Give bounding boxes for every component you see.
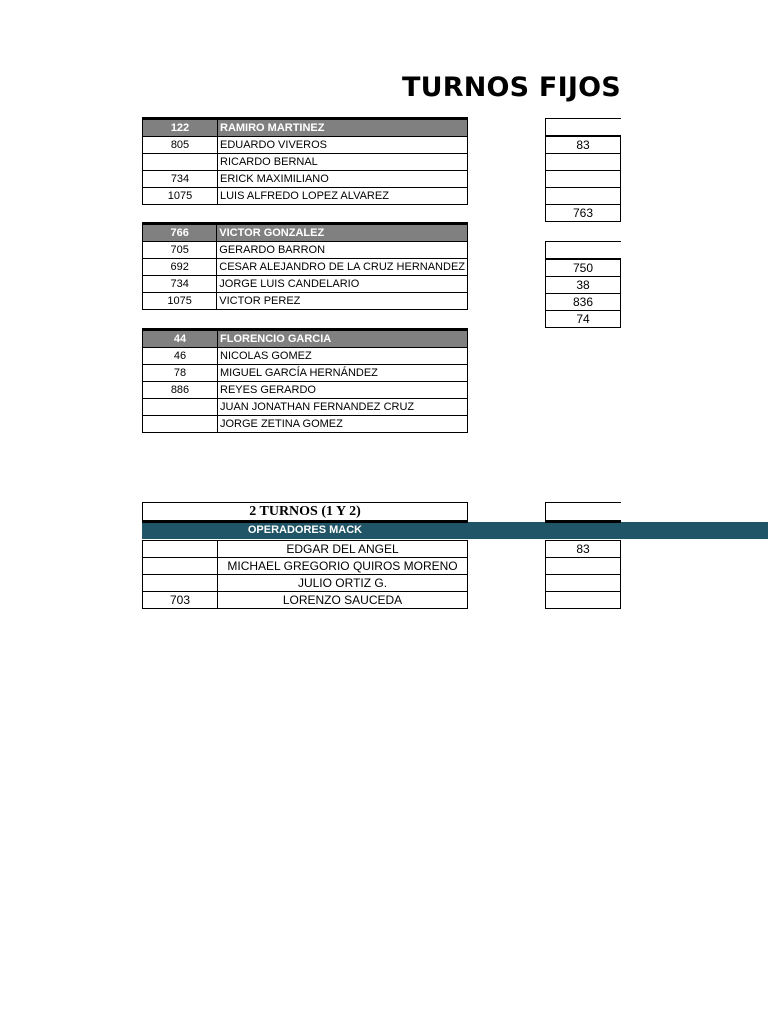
side-cell	[545, 592, 621, 609]
side-cell	[545, 188, 621, 205]
side-cell: 83	[545, 136, 621, 154]
row-number	[143, 399, 218, 416]
header-number: 122	[143, 119, 218, 137]
group-table-2	[142, 222, 468, 310]
side-cell	[545, 575, 621, 592]
group-header-row	[143, 224, 468, 242]
table-row	[143, 416, 468, 433]
row-number: 703	[143, 592, 218, 609]
row-number: 46	[143, 348, 218, 365]
row-name: EDGAR DEL ANGEL	[218, 541, 468, 558]
side-cell: 83	[545, 540, 621, 558]
table-row	[143, 154, 468, 171]
row-name: GERARDO BARRON	[217, 242, 468, 259]
side-cell	[545, 502, 621, 523]
row-number: 1075	[143, 188, 218, 205]
header-name: FLORENCIO GARCIA	[218, 330, 468, 348]
group-table-3	[142, 328, 468, 433]
table-row	[143, 399, 468, 416]
side-cell: 750	[545, 259, 621, 277]
row-number: 734	[143, 171, 218, 188]
table-row	[143, 259, 468, 276]
row-name: MICHAEL GREGORIO QUIROS MORENO	[218, 558, 468, 575]
row-number	[143, 154, 218, 171]
table-row	[143, 348, 468, 365]
side-column-2	[545, 241, 621, 328]
table-row	[143, 382, 468, 399]
header-number: 766	[143, 224, 217, 242]
side-cell-spacer	[545, 523, 621, 540]
row-name: ERICK MAXIMILIANO	[218, 171, 468, 188]
row-name: CESAR ALEJANDRO DE LA CRUZ HERNANDEZ	[217, 259, 468, 276]
row-number: 692	[143, 259, 217, 276]
row-number: 1075	[143, 293, 217, 310]
row-name: JUAN JONATHAN FERNANDEZ CRUZ	[218, 399, 468, 416]
row-name: RICARDO BERNAL	[218, 154, 468, 171]
row-name: LUIS ALFREDO LOPEZ ALVAREZ	[218, 188, 468, 205]
row-name: VICTOR PEREZ	[217, 293, 468, 310]
row-name: JORGE LUIS CANDELARIO	[217, 276, 468, 293]
row-name: EDUARDO VIVEROS	[218, 137, 468, 154]
side-cell: 38	[545, 277, 621, 294]
table-row	[143, 541, 468, 558]
table-row	[143, 171, 468, 188]
side-cell	[545, 118, 621, 136]
header-name: VICTOR GONZALEZ	[217, 224, 468, 242]
row-name: JORGE ZETINA GOMEZ	[218, 416, 468, 433]
row-name: MIGUEL GARCÍA HERNÁNDEZ	[218, 365, 468, 382]
side-cell: 763	[545, 205, 621, 222]
table-row	[143, 592, 468, 609]
side-cell	[545, 171, 621, 188]
side-cell: 74	[545, 311, 621, 328]
row-number: 705	[143, 242, 217, 259]
side-cell	[545, 154, 621, 171]
row-name: JULIO ORTIZ G.	[218, 575, 468, 592]
row-number	[143, 558, 218, 575]
side-cell	[545, 558, 621, 575]
table-row	[143, 276, 468, 293]
row-name: NICOLAS GOMEZ	[218, 348, 468, 365]
row-number: 78	[143, 365, 218, 382]
header-number: 44	[143, 330, 218, 348]
row-name: REYES GERARDO	[218, 382, 468, 399]
table-row	[143, 137, 468, 154]
two-shifts-table	[142, 502, 468, 609]
side-cell	[545, 241, 621, 259]
group-header-row	[143, 330, 468, 348]
group-table-1	[142, 117, 468, 205]
row-number: 734	[143, 276, 217, 293]
side-column-1	[545, 118, 621, 222]
table-row	[143, 242, 468, 259]
table-row	[143, 188, 468, 205]
header-name: RAMIRO MARTINEZ	[218, 119, 468, 137]
row-name: LORENZO SAUCEDA	[218, 592, 468, 609]
table-row	[143, 575, 468, 592]
two-shifts-title: 2 TURNOS (1 Y 2)	[143, 503, 468, 522]
table-row	[143, 293, 468, 310]
group-header-row	[143, 119, 468, 137]
side-column-3	[545, 502, 621, 609]
row-number: 886	[143, 382, 218, 399]
table-row	[143, 365, 468, 382]
operadores-mack-label: OPERADORES MACK	[247, 524, 363, 536]
row-number	[143, 575, 218, 592]
table-row	[143, 558, 468, 575]
row-number	[143, 416, 218, 433]
side-cell: 836	[545, 294, 621, 311]
row-number: 805	[143, 137, 218, 154]
page-title: TURNOS FIJOS	[402, 72, 621, 103]
row-number	[143, 541, 218, 558]
two-shifts-title-row	[143, 503, 468, 522]
